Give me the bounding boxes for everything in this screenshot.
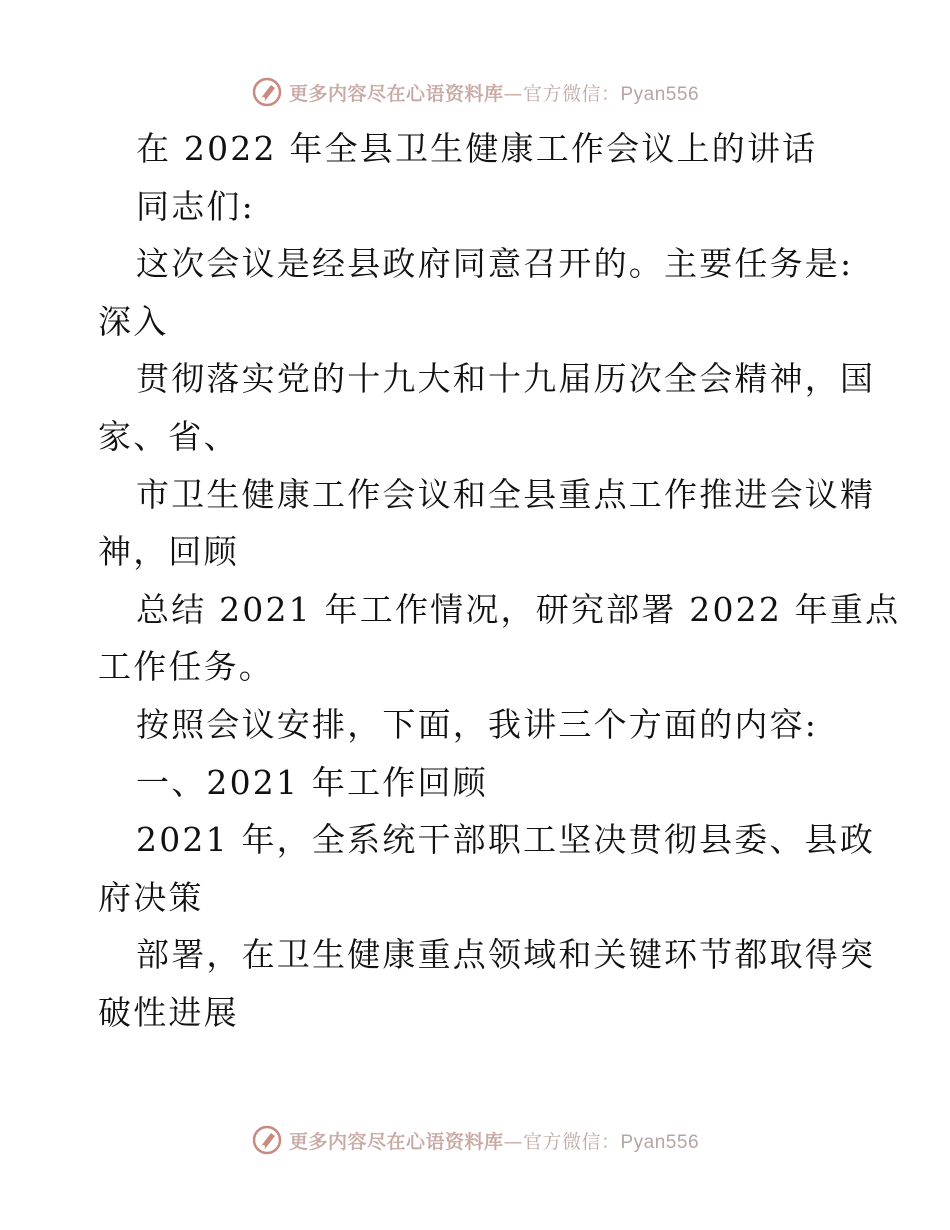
paragraph-line: 总结 2021 年工作情况，研究部署 2022 年重点 — [136, 589, 901, 629]
header-watermark — [0, 72, 950, 112]
watermark-text: 更多内容尽在心语资料库—官方微信：Pyan556 — [288, 82, 700, 105]
paragraph-line: 家、省、 — [98, 416, 239, 456]
paragraph-line: 府决策 — [98, 877, 204, 917]
paragraph-line: 这次会议是经县政府同意召开的。主要任务是: — [136, 244, 854, 284]
document-body — [98, 120, 901, 1042]
paragraph-line: 部署，在卫生健康重点领域和关键环节都取得突 — [136, 935, 876, 975]
paragraph-line: 工作任务。 — [98, 647, 274, 687]
paragraph-line: 神，回顾 — [98, 532, 239, 572]
pen-nib-circle-icon — [251, 1124, 283, 1156]
salutation: 同志们: — [136, 186, 255, 226]
paragraph-line: 贯彻落实党的十九大和十九届历次全会精神，国 — [136, 359, 876, 399]
paragraph-line: 2021 年，全系统干部职工坚决贯彻县委、县政 — [136, 820, 876, 860]
footer-watermark — [0, 1120, 950, 1160]
paragraph-line: 深入 — [98, 301, 169, 341]
pen-nib-circle-icon — [251, 76, 283, 108]
paragraph-line: 按照会议安排，下面，我讲三个方面的内容: — [136, 704, 819, 744]
watermark-text: 更多内容尽在心语资料库—官方微信：Pyan556 — [288, 1130, 700, 1153]
document-title: 在 2022 年全县卫生健康工作会议上的讲话 — [136, 129, 818, 168]
paragraph-line: 破性进展 — [98, 992, 239, 1032]
section-heading: 一、2021 年工作回顾 — [136, 762, 488, 802]
paragraph-line: 市卫生健康工作会议和全县重点工作推进会议精 — [136, 474, 876, 514]
